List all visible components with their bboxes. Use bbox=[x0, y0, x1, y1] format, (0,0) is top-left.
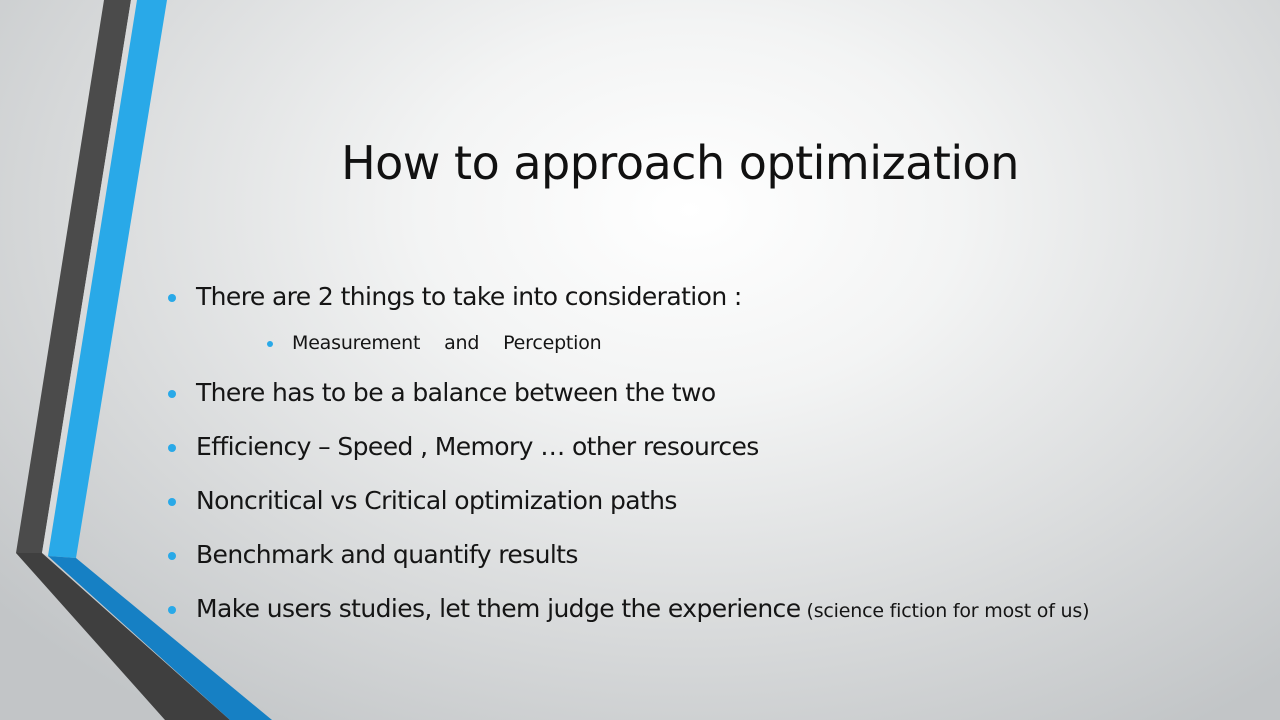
bullet-text: Noncritical vs Critical optimization paths bbox=[196, 486, 677, 515]
bullet-text: There are 2 things to take into consideration : bbox=[196, 282, 742, 311]
bullet-item bbox=[196, 540, 578, 569]
bullet-dot-icon bbox=[168, 498, 176, 506]
bullet-dot-icon bbox=[168, 552, 176, 560]
bullet-text: Efficiency – Speed , Memory … other resources bbox=[196, 432, 759, 461]
bullet-text: Benchmark and quantify results bbox=[196, 540, 578, 569]
bullet-text: Make users studies, let them judge the experience bbox=[196, 594, 801, 623]
bullet-dot-icon bbox=[168, 444, 176, 452]
slide-title: How to approach optimization bbox=[341, 136, 1019, 190]
bullet-dot-icon bbox=[267, 341, 273, 347]
bullet-aside-text: (science fiction for most of us) bbox=[806, 600, 1090, 622]
bullet-dot-icon bbox=[168, 606, 176, 614]
bullet-dot-icon bbox=[168, 390, 176, 398]
bullet-dot-icon bbox=[168, 294, 176, 302]
bullet-item bbox=[196, 378, 716, 407]
bullet-text: There has to be a balance between the two bbox=[196, 378, 716, 407]
bullet-item bbox=[196, 282, 742, 311]
bullet-item bbox=[196, 486, 677, 515]
bullet-item bbox=[196, 594, 1089, 623]
bullet-item bbox=[196, 432, 759, 461]
sub-bullet-item bbox=[292, 332, 602, 354]
bullet-text: Measurement and Perception bbox=[292, 332, 602, 354]
